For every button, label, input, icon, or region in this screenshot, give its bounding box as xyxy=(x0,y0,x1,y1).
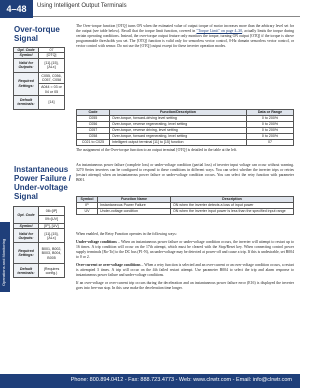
side-value: [14] xyxy=(39,95,65,109)
side-value: [11]-[15], [ALx] xyxy=(39,58,65,72)
side-row xyxy=(14,72,65,84)
side-row xyxy=(14,229,65,243)
overtorque-text-b: , actually limits the torque during certain operating conditions. Instead, the over-torque output feature only monitors the torque, turning ON output [OTQ] if the torque is above programmable thresholds you set. The [OTQ] function is valid only for sensorless vector control, 0-Hz domain sensorless vector control, or vector control with sensor. Do not use the [OTQ] output except for these inverter operation modes. xyxy=(76,29,295,48)
table-cell: C057 xyxy=(77,128,110,134)
undervoltage-text: – When an instantaneous power failure or under-voltage condition occurs, the inverter will attempt to restart up to 16 times. A trip condition will occur on the 17th attempt, which must be cleared with the Stop/Reset key. When connecting control power supply terminals [Ro-To] to the DC bus (P1-N), an under-voltage may be detected at power-off and cause a trip. If this is undesirable, set B004 to 0 or 2. xyxy=(76,240,294,259)
side-value: [11]-[15], [ALx] xyxy=(39,229,65,243)
table-cell: UV xyxy=(77,209,98,215)
ipf-heading xyxy=(14,165,71,201)
overcurrent-paragraph xyxy=(76,263,294,278)
table-cell: C058 xyxy=(77,134,110,140)
ipf-side-table xyxy=(13,206,65,278)
side-label: Valid for Outputs: xyxy=(14,58,39,72)
table-cell: Over-torque, forward regenerating, level setting xyxy=(110,134,247,140)
overtorque-side-table xyxy=(13,47,65,110)
side-value: [IP], [UV] xyxy=(39,224,65,229)
table-cell: IP xyxy=(77,203,98,209)
side-row xyxy=(14,243,65,264)
table-cell: 0 to 200% xyxy=(247,122,294,128)
ipf-heading-line: Under-voltage xyxy=(14,183,68,192)
side-value: A044 = 03 or 04 or 05 xyxy=(39,84,65,96)
ipf-heading-line: Power Failure / xyxy=(14,174,71,183)
side-value: [OTQ] xyxy=(39,53,65,58)
deceleration-note: If an over-voltage or over-current trip occurs during the deceleration and an instantaneous power failure error (E16) is displayed the inverter goes into free-run stop. In this case make the deceleration time longer. xyxy=(76,281,294,290)
column-header: Symbol xyxy=(77,197,98,203)
chapter-title: Using Intelligent Output Terminals xyxy=(37,3,127,9)
table-cell: 0 to 200% xyxy=(247,128,294,134)
side-row xyxy=(14,58,65,72)
overtorque-paragraph xyxy=(76,24,294,49)
side-label: Opt. Code xyxy=(14,207,39,224)
footer-contact: Phone: 800.894.0412 - Fax: 888.723.4773 - Web: www.clrwtr.com - Email: info@clrwtr.com xyxy=(70,377,292,383)
overcurrent-text: – When a retry function is selected and an over-current or an over-voltage condition occurs, a restart is attempted 3 times. A trip will occur on the 4th failed restart attempt. Use parameter B004 to select the trip and alarm response to instantaneous power failure and under-voltage conditions. xyxy=(76,263,294,277)
column-header: Function Name xyxy=(98,197,171,203)
ipf-body xyxy=(76,232,294,294)
side-label: Default terminals: xyxy=(14,95,39,109)
side-value: 09=[UV] xyxy=(39,215,65,224)
ipf-intro-paragraph: An instantaneous power failure (complete loss) or under-voltage condition (partial loss) of inverter input voltage can occur without warning. 3270 Series inverters can be configured to respond to these conditions in different ways. You can select whether the inverter trips or retries (restart attempt) when an instantaneous power failure or under-voltage condition occurs. You can select the retry function with parameter B001. xyxy=(76,163,294,182)
side-value: 07 xyxy=(39,48,65,53)
side-row xyxy=(14,264,65,278)
side-row xyxy=(14,95,65,109)
column-header: Data or Range xyxy=(247,110,294,116)
side-value: 08=[IP] xyxy=(39,207,65,216)
table-row xyxy=(77,209,294,215)
undervoltage-paragraph xyxy=(76,240,294,260)
table-cell: ON when the inverter input power is less than the specified input range xyxy=(171,209,294,215)
overcurrent-lead: Over-current or over-voltage conditions xyxy=(76,263,141,267)
table-cell: Over-torque, forward-driving level setting xyxy=(110,116,247,122)
table-cell: Intelligent output terminal [11] to [15] function xyxy=(110,140,247,146)
table-cell: 07 xyxy=(247,140,294,146)
retry-intro: When enabled, the Retry Function operates in the following ways: xyxy=(76,232,177,236)
table-cell: 0 to 200% xyxy=(247,134,294,140)
torque-limit-link[interactable]: "Torque Limit" on page 4–30 xyxy=(196,29,243,33)
table-cell: C055 xyxy=(77,116,110,122)
page-footer xyxy=(0,374,300,388)
table-cell: Over-torque, reverse driving, level setting xyxy=(110,128,247,134)
ipf-heading-line: Instantaneous xyxy=(14,165,69,174)
overtorque-heading xyxy=(14,25,60,43)
overtorque-heading-line2: Signal xyxy=(14,34,39,43)
table-cell: Over-torque, reverse regenerating, level setting xyxy=(110,122,247,128)
side-label: Symbol xyxy=(14,224,39,229)
undervoltage-lead: Under-voltage conditions xyxy=(76,240,117,244)
side-value: C055, C056, C057, C058 xyxy=(39,72,65,84)
overtorque-assignment-note: The assignment of the Over-torque function to an output terminal [OTQ] is detailed in the table at the left. xyxy=(76,148,238,152)
section-side-tab xyxy=(0,222,10,292)
side-tab-label: Operations and Monitoring xyxy=(1,238,6,286)
side-label: Symbol xyxy=(14,53,39,58)
column-header: Code xyxy=(77,110,110,116)
table-cell: Under-voltage condition xyxy=(98,209,171,215)
side-label: Valid for Outputs: xyxy=(14,229,39,243)
page-header xyxy=(0,0,300,18)
ipf-function-table xyxy=(76,196,294,215)
side-row xyxy=(14,207,65,216)
table-cell: Instantaneous Power Failure xyxy=(98,203,171,209)
page-number: 4–48 xyxy=(0,0,33,18)
column-header: Description xyxy=(171,197,294,203)
ipf-heading-line: Signal xyxy=(14,192,39,201)
table-cell: C056 xyxy=(77,122,110,128)
overtorque-text-a: The Over-torque function [OTQ] turns ON when the estimated value of output torque of motor increases more than the arbitrary level set for the output (see table below). Recall that the torque limit function, covered in xyxy=(76,24,294,33)
table-cell: 0 to 200% xyxy=(247,116,294,122)
table-cell: ON when the inverter detects a loss of input power xyxy=(171,203,294,209)
table-cell: C021 to C025 xyxy=(77,140,110,146)
side-label: Required Settings: xyxy=(14,243,39,264)
side-label: Opt. Code xyxy=(14,48,39,53)
column-header: Function/Description xyxy=(110,110,247,116)
table-row xyxy=(77,140,294,146)
overtorque-heading-line1: Over-torque xyxy=(14,25,60,34)
side-value: (Requires config.) xyxy=(39,264,65,278)
side-label: Default terminals: xyxy=(14,264,39,278)
overtorque-code-table xyxy=(76,109,294,146)
side-label: Required Settings: xyxy=(14,72,39,95)
side-value: B001, B002, B003, B004, B005 xyxy=(39,243,65,264)
header-rule xyxy=(33,16,300,17)
